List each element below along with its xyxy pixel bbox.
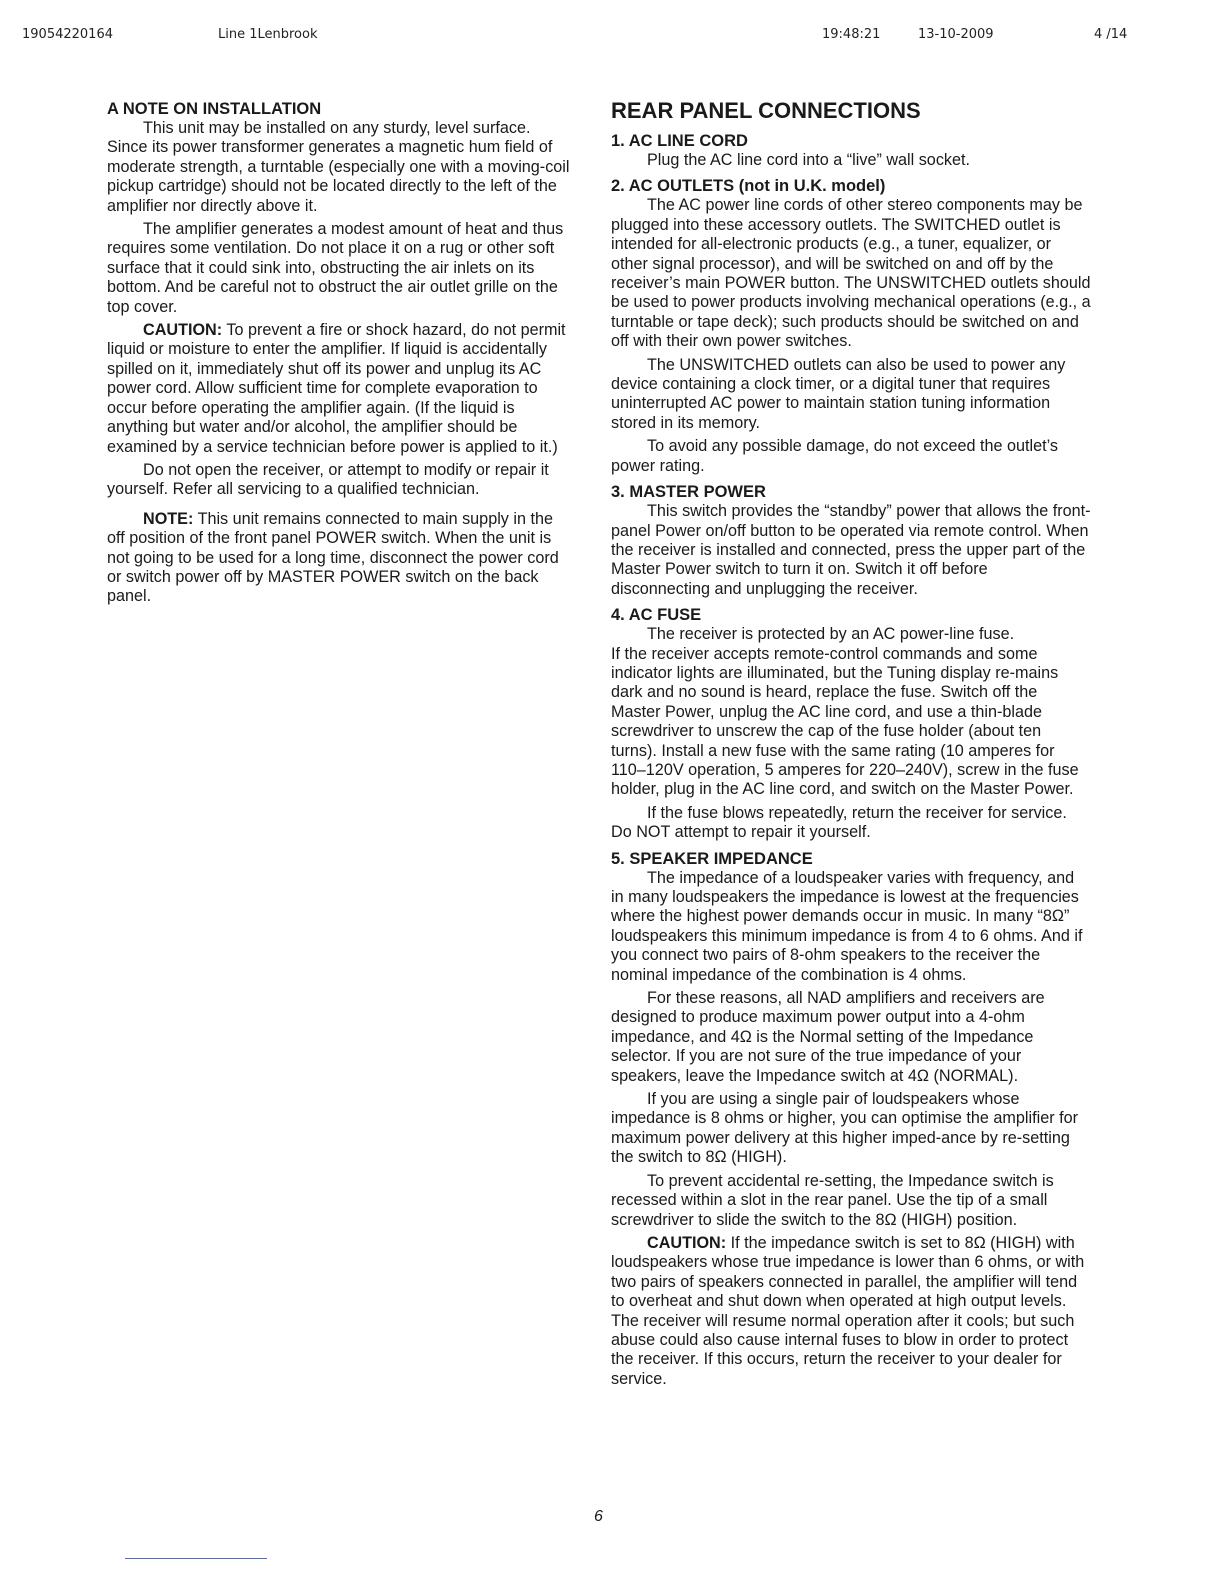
section-master-power-title: 3. MASTER POWER xyxy=(611,483,766,502)
installation-note-title: A NOTE ON INSTALLATION xyxy=(107,100,322,118)
rear-panel-title: REAR PANEL CONNECTIONS xyxy=(611,98,921,123)
section-ac-outlets-title: 2. AC OUTLETS (not in U.K. model) xyxy=(611,177,886,196)
fax-line-name: Line 1Lenbrook xyxy=(218,27,318,42)
section-speaker-impedance-paragraph-3: If you are using a single pair of loudspeakers whose impedance is 8 ohms or higher, you can optimise the amplifier for maximum power delivery at this higher imped-ance by re-setting the switch to 8Ω (HIGH). xyxy=(611,1090,1078,1167)
speaker-caution-text: If the impedance switch is set to 8Ω (HIGH) with loudspeakers whose true impedance is lower than 6 ohms, or with two pairs of speakers connected in parallel, the amplifier will tend to overheat and shut down when operated at high output levels. The receiver will resume normal operation after it cools; but such abuse could also cause internal fuses to blow in order to protect the receiver. If this occurs, return the receiver to your dealer for service. xyxy=(611,1233,1085,1388)
fax-page-count: 4 /14 xyxy=(1094,27,1128,42)
section-ac-outlets-paragraph-1: The AC power line cords of other stereo components may be plugged into these accessory outlets. The SWITCHED outlet is intended for all-electronic products (e.g., a tuner, equalizer, or other signal processor), and will be switched on and off by the receiver’s main POWER button. The UNSWITCHED outlets should be used to power products involving mechanical operations (e.g., a turntable or tape deck); such products should be switched on and off with their own power switches. xyxy=(611,196,1091,351)
note-paragraph xyxy=(107,510,574,607)
speaker-caution-label: CAUTION: xyxy=(647,1233,727,1252)
section-ac-fuse-paragraph-3: If the fuse blows repeatedly, return the receiver for service. Do NOT attempt to repair it yourself. xyxy=(611,803,1067,842)
fax-header xyxy=(0,27,1224,47)
section-ac-fuse-paragraph-2: If the receiver accepts remote-control commands and some indicator lights are illuminated, but the Tuning display re-mains dark and no sound is heard, replace the fuse. Switch off the Master Power, unplug the AC line cord, and use a thin-blade screwdriver to unscrew the cap of the fuse holder (about ten turns). Install a new fuse with the same rating (10 amperes for 110–120V operation, 5 amperes for 220–240V), screw in the fuse holder, plug in the AC line cord, and switch on the Master Power. xyxy=(611,644,1079,799)
section-ac-fuse-paragraph-1: The receiver is protected by an AC power-line fuse. xyxy=(647,625,1015,644)
section-ac-fuse-title: 4. AC FUSE xyxy=(611,606,702,625)
installation-paragraph-2: The amplifier generates a modest amount of heat and thus requires some ventilation. Do not place it on a rug or other soft surface that it could sink into, obstructing the air inlets on its bottom. And be careful not to obstruct the air outlet grille on the top cover. xyxy=(107,220,564,316)
installation-note-column xyxy=(107,100,574,611)
section-speaker-impedance-title: 5. SPEAKER IMPEDANCE xyxy=(611,849,813,868)
section-speaker-impedance-paragraph-4: To prevent accidental re-setting, the Impedance switch is recessed within a slot in the rear panel. Use the tip of a small screwdriver to slide the switch to the 8Ω (HIGH) position. xyxy=(611,1171,1054,1229)
fax-time: 19:48:21 xyxy=(822,27,881,42)
fax-date: 13-10-2009 xyxy=(918,27,994,42)
note-text: This unit remains connected to main supply in the off position of the front panel POWER switch. When the unit is not going to be used for a long time, disconnect the power cord or switch power off by MASTER POWER switch on the back panel. xyxy=(107,509,559,606)
section-master-power-paragraph: This switch provides the “standby” power that allows the front-panel Power on/off button to be operated via remote control. When the receiver is installed and connected, press the upper part of the Master Power switch to turn it on. Switch it off before disconnecting and unplugging the receiver. xyxy=(611,502,1091,598)
caution-paragraph xyxy=(107,321,574,457)
section-speaker-impedance-paragraph-2: For these reasons, all NAD amplifiers and receivers are designed to produce maximum power output into a 4-ohm impedance, and 4Ω is the Normal setting of the Impedance selector. If you are not sure of the true impedance of your speakers, leave the Impedance switch at 4Ω (NORMAL). xyxy=(611,989,1045,1085)
section-ac-line-cord-title: 1. AC LINE CORD xyxy=(611,132,748,150)
rear-panel-column xyxy=(611,98,1091,1393)
section-ac-outlets-paragraph-2: The UNSWITCHED outlets can also be used to power any device containing a clock timer, or a digital tuner that requires uninterrupted AC power to maintain station tuning information stored in its memory. xyxy=(611,355,1066,432)
note-label: NOTE: xyxy=(143,509,194,528)
caution-label: CAUTION: xyxy=(143,321,223,340)
speaker-caution-paragraph xyxy=(611,1234,1091,1389)
section-ac-line-cord-paragraph: Plug the AC line cord into a “live” wall socket. xyxy=(647,151,970,169)
fax-number: 19054220164 xyxy=(22,27,113,42)
section-ac-outlets-paragraph-3: To avoid any possible damage, do not exceed the outlet’s power rating. xyxy=(611,437,1058,475)
installation-paragraph-1: This unit may be installed on any sturdy, level surface. Since its power transformer generates a magnetic hum field of moderate strength, a turntable (especially one with a moving-coil pickup cartridge) should not be located directly to the left of the amplifier nor directly above it. xyxy=(107,119,570,215)
installation-paragraph-4: Do not open the receiver, or attempt to modify or repair it yourself. Refer all servicing to a qualified technician. xyxy=(107,460,549,499)
caution-text: To prevent a fire or shock hazard, do not permit liquid or moisture to enter the amplifier. If liquid is accidentally spilled on it, immediately shut off its power and unplug its AC power cord. Allow sufficient time for complete evaporation to occur before operating the amplifier again. (If the liquid is anything but water and/or alcohol, the amplifier should be examined by a service technician before power is applied to it.) xyxy=(107,321,566,456)
section-speaker-impedance-paragraph-1: The impedance of a loudspeaker varies with frequency, and in many loudspeakers the impedance is lowest at the frequencies where the highest power demands occur in music. In many “8Ω” loudspeakers this minimum impedance is from 4 to 6 ohms. And if you connect two pairs of 8-ohm speakers to the receiver the nominal impedance of the combination is 4 ohms. xyxy=(611,868,1083,984)
page-number: 6 xyxy=(594,1508,603,1525)
footer-rule xyxy=(125,1558,267,1559)
